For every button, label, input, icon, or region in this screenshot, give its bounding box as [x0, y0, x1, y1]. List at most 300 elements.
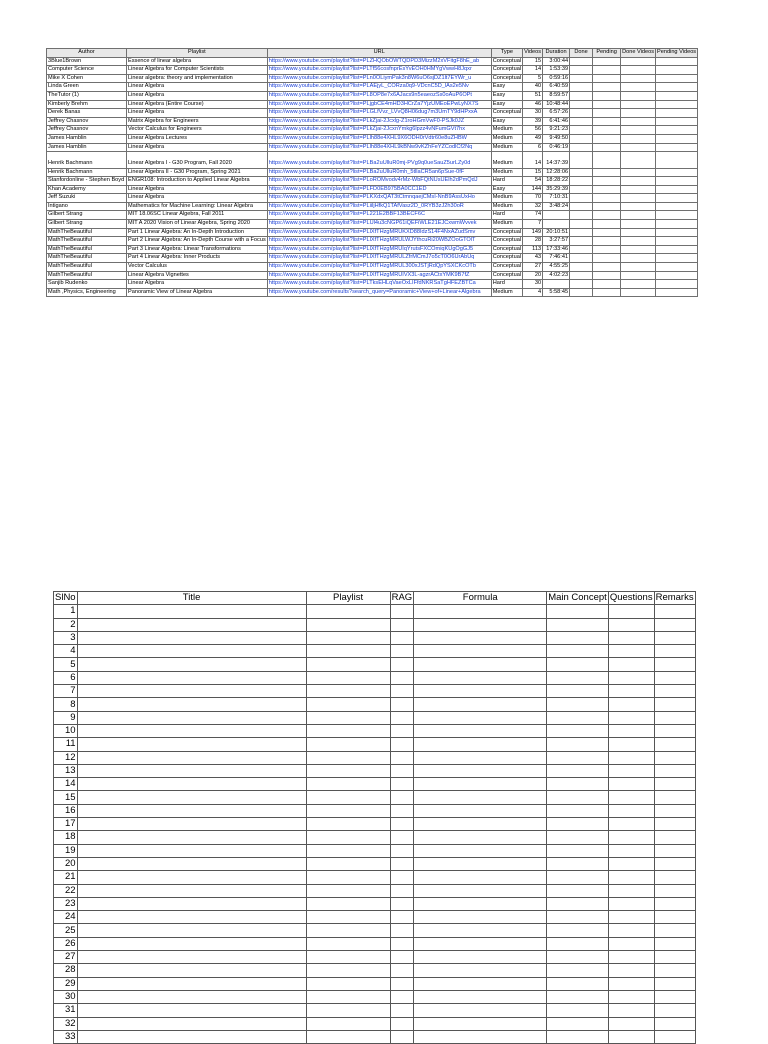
cell-empty[interactable]	[77, 911, 306, 924]
cell-empty[interactable]	[77, 791, 306, 804]
cell-url[interactable]: https://www.youtube.com/playlist?list=PLkZjai-2JcxnYmkg6lpzz4vNFumGVt7hx	[267, 126, 491, 135]
cell-empty[interactable]	[547, 831, 609, 844]
cell-url[interactable]: https://www.youtube.com/playlist?list=PLkZjai-2Jcxlg-Z1roHGmVwF0-PSJk0JZ	[267, 117, 491, 126]
cell-empty[interactable]	[390, 605, 414, 618]
cell-empty[interactable]	[77, 685, 306, 698]
cell-empty[interactable]	[77, 738, 306, 751]
cell-empty[interactable]	[608, 831, 654, 844]
cell-url[interactable]: https://www.youtube.com/playlist?list=PL8OP8e7x6AJacs9n5eaeozSs0oAuP6OPt	[267, 91, 491, 100]
cell-empty[interactable]	[306, 764, 390, 777]
cell-empty[interactable]	[593, 245, 621, 254]
cell-empty[interactable]	[593, 83, 621, 92]
cell-empty[interactable]	[593, 74, 621, 83]
cell-empty[interactable]	[608, 857, 654, 870]
cell-empty[interactable]	[414, 964, 547, 977]
cell-empty[interactable]	[654, 618, 695, 631]
cell-empty[interactable]	[414, 897, 547, 910]
cell-empty[interactable]	[570, 280, 593, 289]
cell-empty[interactable]	[654, 831, 695, 844]
cell-empty[interactable]	[621, 185, 656, 194]
cell-empty[interactable]	[570, 143, 593, 152]
cell-empty[interactable]	[306, 1004, 390, 1017]
cell-empty[interactable]	[390, 977, 414, 990]
cell-empty[interactable]	[570, 185, 593, 194]
cell-empty[interactable]	[390, 857, 414, 870]
cell-empty[interactable]	[654, 751, 695, 764]
cell-empty[interactable]	[77, 990, 306, 1003]
cell-empty[interactable]	[621, 134, 656, 143]
cell-empty[interactable]	[570, 254, 593, 263]
cell-empty[interactable]	[608, 924, 654, 937]
cell-empty[interactable]	[593, 126, 621, 135]
cell-empty[interactable]	[414, 751, 547, 764]
cell-empty[interactable]	[621, 271, 656, 280]
cell-empty[interactable]	[656, 168, 698, 177]
cell-empty[interactable]	[621, 91, 656, 100]
cell-empty[interactable]	[608, 844, 654, 857]
cell-empty[interactable]	[654, 658, 695, 671]
cell-empty[interactable]	[656, 271, 698, 280]
cell-empty[interactable]	[547, 884, 609, 897]
cell-empty[interactable]	[593, 194, 621, 203]
cell-empty[interactable]	[608, 884, 654, 897]
cell-empty[interactable]	[570, 117, 593, 126]
cell-empty[interactable]	[390, 618, 414, 631]
cell-empty[interactable]	[570, 57, 593, 66]
cell-empty[interactable]	[656, 237, 698, 246]
cell-empty[interactable]	[608, 791, 654, 804]
cell-empty[interactable]	[654, 924, 695, 937]
cell-empty[interactable]	[390, 778, 414, 791]
cell-empty[interactable]	[414, 631, 547, 644]
cell-empty[interactable]	[414, 937, 547, 950]
cell-empty[interactable]	[306, 871, 390, 884]
cell-empty[interactable]	[77, 924, 306, 937]
cell-empty[interactable]	[306, 698, 390, 711]
cell-empty[interactable]	[306, 605, 390, 618]
cell-empty[interactable]	[547, 698, 609, 711]
cell-empty[interactable]	[390, 911, 414, 924]
cell-empty[interactable]	[547, 977, 609, 990]
cell-empty[interactable]	[306, 884, 390, 897]
cell-empty[interactable]	[77, 1004, 306, 1017]
cell-url[interactable]: https://www.youtube.com/playlist?list=PLUl4u3cNGP61iQEFiWLE21EJCxwmWvvek	[267, 220, 491, 229]
cell-empty[interactable]	[621, 100, 656, 109]
cell-empty[interactable]	[570, 168, 593, 177]
cell-empty[interactable]	[306, 964, 390, 977]
cell-empty[interactable]	[414, 605, 547, 618]
cell-url[interactable]: https://www.youtube.com/playlist?list=PLoROMvodv4rMz-WbFQtNUsUElh2dPmQdJ	[267, 177, 491, 186]
cell-empty[interactable]	[306, 631, 390, 644]
cell-empty[interactable]	[654, 804, 695, 817]
cell-empty[interactable]	[390, 698, 414, 711]
cell-empty[interactable]	[593, 228, 621, 237]
cell-empty[interactable]	[593, 152, 621, 168]
cell-empty[interactable]	[77, 964, 306, 977]
cell-empty[interactable]	[570, 194, 593, 203]
cell-empty[interactable]	[621, 83, 656, 92]
cell-empty[interactable]	[593, 220, 621, 229]
cell-empty[interactable]	[306, 897, 390, 910]
cell-empty[interactable]	[570, 288, 593, 297]
cell-empty[interactable]	[306, 658, 390, 671]
cell-empty[interactable]	[547, 951, 609, 964]
cell-url[interactable]: https://www.youtube.com/playlist?list=PLlh88e4XHL9X6ODH0rVdtr60e8uZHBW	[267, 134, 491, 143]
cell-empty[interactable]	[390, 951, 414, 964]
cell-empty[interactable]	[77, 618, 306, 631]
cell-empty[interactable]	[570, 152, 593, 168]
cell-empty[interactable]	[390, 937, 414, 950]
cell-empty[interactable]	[654, 1030, 695, 1043]
cell-empty[interactable]	[414, 884, 547, 897]
cell-empty[interactable]	[570, 220, 593, 229]
cell-empty[interactable]	[390, 897, 414, 910]
cell-empty[interactable]	[608, 685, 654, 698]
cell-empty[interactable]	[656, 185, 698, 194]
cell-url[interactable]: https://www.youtube.com/playlist?list=PLlXfTHzgMRULZfrMCmJ7o5cT0O6UrAbUq	[267, 254, 491, 263]
cell-url[interactable]: https://www.youtube.com/playlist?list=PLlXfTHzgMRUIVX3L-agzrACtxYMK9B7fZ	[267, 271, 491, 280]
cell-empty[interactable]	[608, 778, 654, 791]
cell-empty[interactable]	[547, 818, 609, 831]
cell-empty[interactable]	[306, 671, 390, 684]
cell-empty[interactable]	[390, 924, 414, 937]
cell-empty[interactable]	[414, 658, 547, 671]
cell-empty[interactable]	[656, 152, 698, 168]
cell-empty[interactable]	[306, 778, 390, 791]
cell-empty[interactable]	[547, 751, 609, 764]
cell-empty[interactable]	[547, 658, 609, 671]
cell-empty[interactable]	[390, 658, 414, 671]
cell-empty[interactable]	[621, 280, 656, 289]
cell-empty[interactable]	[547, 990, 609, 1003]
cell-empty[interactable]	[414, 871, 547, 884]
cell-empty[interactable]	[621, 177, 656, 186]
cell-empty[interactable]	[390, 818, 414, 831]
cell-empty[interactable]	[570, 245, 593, 254]
cell-empty[interactable]	[656, 202, 698, 211]
cell-empty[interactable]	[547, 924, 609, 937]
cell-empty[interactable]	[593, 177, 621, 186]
cell-empty[interactable]	[656, 211, 698, 220]
cell-empty[interactable]	[608, 937, 654, 950]
cell-empty[interactable]	[621, 117, 656, 126]
cell-empty[interactable]	[656, 228, 698, 237]
cell-empty[interactable]	[654, 791, 695, 804]
cell-empty[interactable]	[608, 618, 654, 631]
cell-empty[interactable]	[656, 117, 698, 126]
cell-empty[interactable]	[570, 263, 593, 272]
cell-empty[interactable]	[547, 844, 609, 857]
cell-empty[interactable]	[77, 818, 306, 831]
cell-empty[interactable]	[306, 751, 390, 764]
cell-empty[interactable]	[77, 804, 306, 817]
cell-empty[interactable]	[654, 1004, 695, 1017]
cell-empty[interactable]	[306, 937, 390, 950]
cell-empty[interactable]	[608, 1030, 654, 1043]
cell-empty[interactable]	[593, 254, 621, 263]
cell-empty[interactable]	[608, 1004, 654, 1017]
cell-empty[interactable]	[547, 764, 609, 777]
cell-empty[interactable]	[547, 1030, 609, 1043]
cell-empty[interactable]	[570, 228, 593, 237]
cell-empty[interactable]	[390, 645, 414, 658]
cell-empty[interactable]	[414, 671, 547, 684]
cell-empty[interactable]	[306, 724, 390, 737]
cell-url[interactable]: https://www.youtube.com/playlist?list=PLlXfTHzgMRUIqYrutsFXCOmiqKUgOgGJ5	[267, 245, 491, 254]
cell-url[interactable]: https://www.youtube.com/playlist?list=PLGLfVvz_LVvQ8H06dug7m3UmTY9dHPxxA	[267, 109, 491, 118]
cell-empty[interactable]	[621, 237, 656, 246]
cell-empty[interactable]	[570, 271, 593, 280]
cell-url[interactable]: https://www.youtube.com/results?search_query=Panoramic+View+of+Linear+Algebra	[267, 288, 491, 297]
cell-empty[interactable]	[547, 871, 609, 884]
cell-empty[interactable]	[306, 924, 390, 937]
cell-url[interactable]: https://www.youtube.com/playlist?list=PLlh88e4XHL9kBNw9vKZhFeYZCodlCf2Nq	[267, 143, 491, 152]
cell-empty[interactable]	[77, 897, 306, 910]
cell-empty[interactable]	[547, 1004, 609, 1017]
cell-empty[interactable]	[621, 74, 656, 83]
cell-empty[interactable]	[654, 698, 695, 711]
cell-empty[interactable]	[593, 202, 621, 211]
cell-empty[interactable]	[306, 1030, 390, 1043]
cell-empty[interactable]	[608, 671, 654, 684]
cell-empty[interactable]	[621, 263, 656, 272]
cell-empty[interactable]	[414, 1004, 547, 1017]
cell-empty[interactable]	[608, 977, 654, 990]
cell-empty[interactable]	[390, 844, 414, 857]
cell-url[interactable]: https://www.youtube.com/playlist?list=PLZHQObOWTQDPD3MizzM2xVFitgF8hE_ab	[267, 57, 491, 66]
cell-empty[interactable]	[77, 844, 306, 857]
cell-empty[interactable]	[77, 605, 306, 618]
cell-empty[interactable]	[414, 724, 547, 737]
cell-empty[interactable]	[608, 751, 654, 764]
cell-empty[interactable]	[656, 66, 698, 75]
cell-empty[interactable]	[306, 857, 390, 870]
cell-empty[interactable]	[390, 685, 414, 698]
cell-empty[interactable]	[654, 871, 695, 884]
cell-empty[interactable]	[390, 884, 414, 897]
cell-empty[interactable]	[621, 109, 656, 118]
cell-empty[interactable]	[654, 884, 695, 897]
cell-empty[interactable]	[77, 645, 306, 658]
cell-empty[interactable]	[306, 645, 390, 658]
cell-empty[interactable]	[621, 245, 656, 254]
cell-empty[interactable]	[390, 751, 414, 764]
cell-empty[interactable]	[608, 658, 654, 671]
cell-empty[interactable]	[654, 911, 695, 924]
cell-empty[interactable]	[547, 964, 609, 977]
cell-empty[interactable]	[414, 911, 547, 924]
cell-empty[interactable]	[656, 57, 698, 66]
cell-empty[interactable]	[77, 658, 306, 671]
cell-empty[interactable]	[414, 951, 547, 964]
cell-empty[interactable]	[547, 724, 609, 737]
cell-empty[interactable]	[414, 990, 547, 1003]
cell-empty[interactable]	[570, 177, 593, 186]
cell-empty[interactable]	[390, 791, 414, 804]
cell-empty[interactable]	[390, 671, 414, 684]
cell-empty[interactable]	[593, 57, 621, 66]
cell-empty[interactable]	[547, 671, 609, 684]
cell-empty[interactable]	[390, 764, 414, 777]
cell-empty[interactable]	[306, 951, 390, 964]
cell-empty[interactable]	[547, 618, 609, 631]
cell-empty[interactable]	[654, 964, 695, 977]
cell-empty[interactable]	[570, 237, 593, 246]
cell-empty[interactable]	[593, 91, 621, 100]
cell-empty[interactable]	[654, 937, 695, 950]
cell-empty[interactable]	[654, 671, 695, 684]
cell-empty[interactable]	[570, 91, 593, 100]
cell-empty[interactable]	[654, 724, 695, 737]
cell-empty[interactable]	[608, 871, 654, 884]
cell-empty[interactable]	[608, 738, 654, 751]
cell-empty[interactable]	[654, 844, 695, 857]
cell-empty[interactable]	[570, 83, 593, 92]
cell-empty[interactable]	[306, 711, 390, 724]
cell-empty[interactable]	[77, 711, 306, 724]
cell-empty[interactable]	[547, 804, 609, 817]
cell-empty[interactable]	[547, 685, 609, 698]
cell-empty[interactable]	[414, 711, 547, 724]
cell-empty[interactable]	[656, 74, 698, 83]
cell-empty[interactable]	[306, 990, 390, 1003]
cell-empty[interactable]	[414, 857, 547, 870]
cell-empty[interactable]	[77, 751, 306, 764]
cell-empty[interactable]	[593, 109, 621, 118]
cell-empty[interactable]	[608, 951, 654, 964]
cell-empty[interactable]	[547, 645, 609, 658]
cell-empty[interactable]	[621, 168, 656, 177]
cell-empty[interactable]	[654, 711, 695, 724]
cell-empty[interactable]	[414, 698, 547, 711]
cell-empty[interactable]	[390, 1004, 414, 1017]
cell-empty[interactable]	[414, 844, 547, 857]
cell-url[interactable]: https://www.youtube.com/playlist?list=PLn0OLiymPak3n8W6uO6sjDZ1lt7EYWr_u	[267, 74, 491, 83]
cell-url[interactable]: https://www.youtube.com/playlist?list=PL221E2BBF13BECF6C	[267, 211, 491, 220]
cell-empty[interactable]	[547, 897, 609, 910]
cell-empty[interactable]	[593, 288, 621, 297]
cell-empty[interactable]	[621, 66, 656, 75]
cell-url[interactable]: https://www.youtube.com/playlist?list=PLAEjyL_CORza0q9-VDcnC5D_lAs2e5Nv	[267, 83, 491, 92]
cell-url[interactable]: https://www.youtube.com/playlist?list=PLiiljHfkQ1TAfVasz2D_0RYB3zJ2h30oR	[267, 202, 491, 211]
cell-empty[interactable]	[390, 964, 414, 977]
cell-empty[interactable]	[654, 685, 695, 698]
cell-empty[interactable]	[656, 194, 698, 203]
cell-url[interactable]: https://www.youtube.com/playlist?list=PLTksEHLqVaeOxLIFfdNKRSaTgHFEZBTCa	[267, 280, 491, 289]
cell-empty[interactable]	[547, 778, 609, 791]
cell-empty[interactable]	[608, 645, 654, 658]
cell-empty[interactable]	[593, 280, 621, 289]
cell-empty[interactable]	[608, 724, 654, 737]
cell-empty[interactable]	[654, 645, 695, 658]
cell-empty[interactable]	[414, 1030, 547, 1043]
cell-empty[interactable]	[656, 83, 698, 92]
cell-url[interactable]: https://www.youtube.com/playlist?list=PLBa2uUlluR0mj-PVg9q0ueSauZ5urLZy0d	[267, 152, 491, 168]
cell-empty[interactable]	[621, 220, 656, 229]
cell-empty[interactable]	[77, 1030, 306, 1043]
cell-empty[interactable]	[656, 126, 698, 135]
cell-empty[interactable]	[77, 764, 306, 777]
cell-empty[interactable]	[656, 100, 698, 109]
cell-empty[interactable]	[593, 168, 621, 177]
cell-empty[interactable]	[414, 645, 547, 658]
cell-empty[interactable]	[654, 897, 695, 910]
cell-empty[interactable]	[570, 100, 593, 109]
cell-empty[interactable]	[593, 143, 621, 152]
cell-empty[interactable]	[390, 831, 414, 844]
cell-empty[interactable]	[656, 245, 698, 254]
cell-empty[interactable]	[656, 288, 698, 297]
cell-empty[interactable]	[77, 631, 306, 644]
cell-url[interactable]: https://www.youtube.com/playlist?list=PLlXfTHzgMRULWJYthcuRi20WBZOoGTOlT	[267, 237, 491, 246]
cell-empty[interactable]	[414, 618, 547, 631]
cell-empty[interactable]	[608, 964, 654, 977]
cell-empty[interactable]	[621, 194, 656, 203]
cell-empty[interactable]	[593, 100, 621, 109]
cell-empty[interactable]	[656, 220, 698, 229]
cell-empty[interactable]	[570, 66, 593, 75]
cell-empty[interactable]	[621, 228, 656, 237]
cell-empty[interactable]	[390, 1030, 414, 1043]
cell-empty[interactable]	[570, 202, 593, 211]
cell-empty[interactable]	[414, 804, 547, 817]
cell-empty[interactable]	[608, 897, 654, 910]
cell-empty[interactable]	[390, 724, 414, 737]
cell-empty[interactable]	[547, 605, 609, 618]
cell-empty[interactable]	[654, 605, 695, 618]
cell-empty[interactable]	[306, 911, 390, 924]
cell-empty[interactable]	[570, 211, 593, 220]
cell-empty[interactable]	[593, 117, 621, 126]
cell-empty[interactable]	[547, 911, 609, 924]
cell-empty[interactable]	[608, 764, 654, 777]
cell-empty[interactable]	[77, 698, 306, 711]
cell-empty[interactable]	[306, 844, 390, 857]
cell-empty[interactable]	[547, 791, 609, 804]
cell-empty[interactable]	[77, 857, 306, 870]
cell-empty[interactable]	[654, 857, 695, 870]
cell-empty[interactable]	[390, 990, 414, 1003]
cell-empty[interactable]	[306, 818, 390, 831]
cell-empty[interactable]	[414, 778, 547, 791]
cell-empty[interactable]	[547, 738, 609, 751]
cell-empty[interactable]	[621, 254, 656, 263]
cell-empty[interactable]	[621, 288, 656, 297]
cell-url[interactable]: https://www.youtube.com/playlist?list=PLTf56cosfnprEsYvEOH0HMYgVwwH8Jqxr	[267, 66, 491, 75]
cell-empty[interactable]	[654, 977, 695, 990]
cell-empty[interactable]	[654, 738, 695, 751]
cell-empty[interactable]	[306, 977, 390, 990]
cell-empty[interactable]	[608, 605, 654, 618]
cell-url[interactable]: https://www.youtube.com/playlist?list=PLKXdxQAT3tCtmnqaejCMsI-NnB9AssUxHo	[267, 194, 491, 203]
cell-empty[interactable]	[608, 698, 654, 711]
cell-empty[interactable]	[608, 804, 654, 817]
cell-empty[interactable]	[654, 631, 695, 644]
cell-empty[interactable]	[306, 685, 390, 698]
cell-empty[interactable]	[654, 818, 695, 831]
cell-empty[interactable]	[621, 202, 656, 211]
cell-empty[interactable]	[77, 977, 306, 990]
cell-empty[interactable]	[414, 924, 547, 937]
cell-empty[interactable]	[390, 631, 414, 644]
cell-empty[interactable]	[593, 271, 621, 280]
cell-empty[interactable]	[621, 57, 656, 66]
cell-empty[interactable]	[306, 804, 390, 817]
cell-empty[interactable]	[656, 177, 698, 186]
cell-empty[interactable]	[306, 618, 390, 631]
cell-empty[interactable]	[593, 134, 621, 143]
cell-empty[interactable]	[654, 990, 695, 1003]
